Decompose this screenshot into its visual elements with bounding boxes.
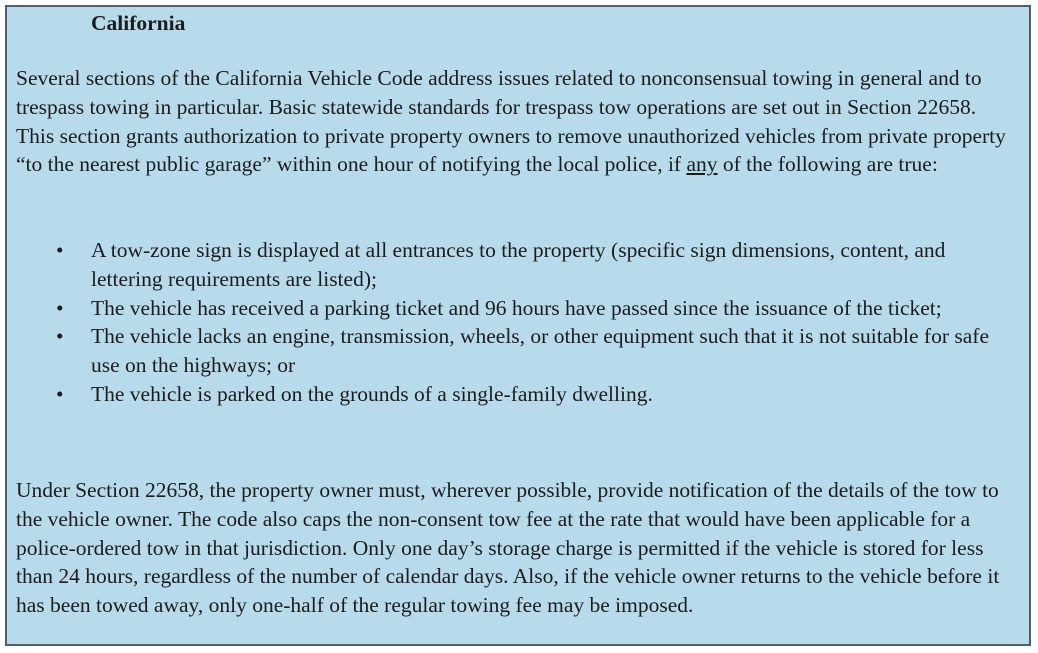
list-item xyxy=(7,322,1009,380)
box-title: California xyxy=(91,11,186,35)
closing-paragraph: Under Section 22658, the property owner must, wherever possible, provide notification of the details of the tow to the vehicle owner. The code also caps the non-consent tow fee at the rate that would have been applicable for a police-ordered tow in that jurisdiction. Only one day’s storage charge is permitted if the vehicle is stored for less than 24 hours, regardless of the number of calendar days. Also, if the vehicle owner returns to the vehicle before it has been towed away, only one-half of the regular towing fee may be imposed. xyxy=(16,478,1000,618)
bullet-icon: • xyxy=(56,295,64,320)
list-item-text: A tow-zone sign is displayed at all entrances to the property (specific sign dimensions, content, and lettering requirements are listed); xyxy=(91,238,946,291)
intro-paragraph xyxy=(16,64,1009,179)
conditions-list xyxy=(7,236,1009,409)
intro-text-start: Several sections of the California Vehicle Code address issues related to nonconsensual towing in general and to trespass towing in particular. Basic statewide standards for trespass tow operations are set out in Section 22658. This section grants authorization to private property owners to remove unauthorized vehicles from private property “to the nearest public garage” within one hour of notifying the local police, if xyxy=(16,66,1006,177)
list-item-text: The vehicle is parked on the grounds of a single-family dwelling. xyxy=(91,381,653,406)
list-item xyxy=(7,294,1009,323)
bullet-icon: • xyxy=(56,238,64,262)
list-item xyxy=(7,236,1009,294)
list-item-text: The vehicle lacks an engine, transmission, wheels, or other equipment such that it is not suitable for safe use on the highways; or xyxy=(91,324,989,378)
list-item-text: The vehicle has received a parking ticket and 96 hours have passed since the issuance of the ticket; xyxy=(91,295,942,320)
bullet-icon: • xyxy=(56,381,64,406)
california-info-box xyxy=(5,5,1031,646)
bullet-icon: • xyxy=(56,324,64,349)
intro-text-end: of the following are true: xyxy=(717,152,938,177)
list-item xyxy=(7,380,1009,409)
intro-emphasis: any xyxy=(686,152,718,177)
